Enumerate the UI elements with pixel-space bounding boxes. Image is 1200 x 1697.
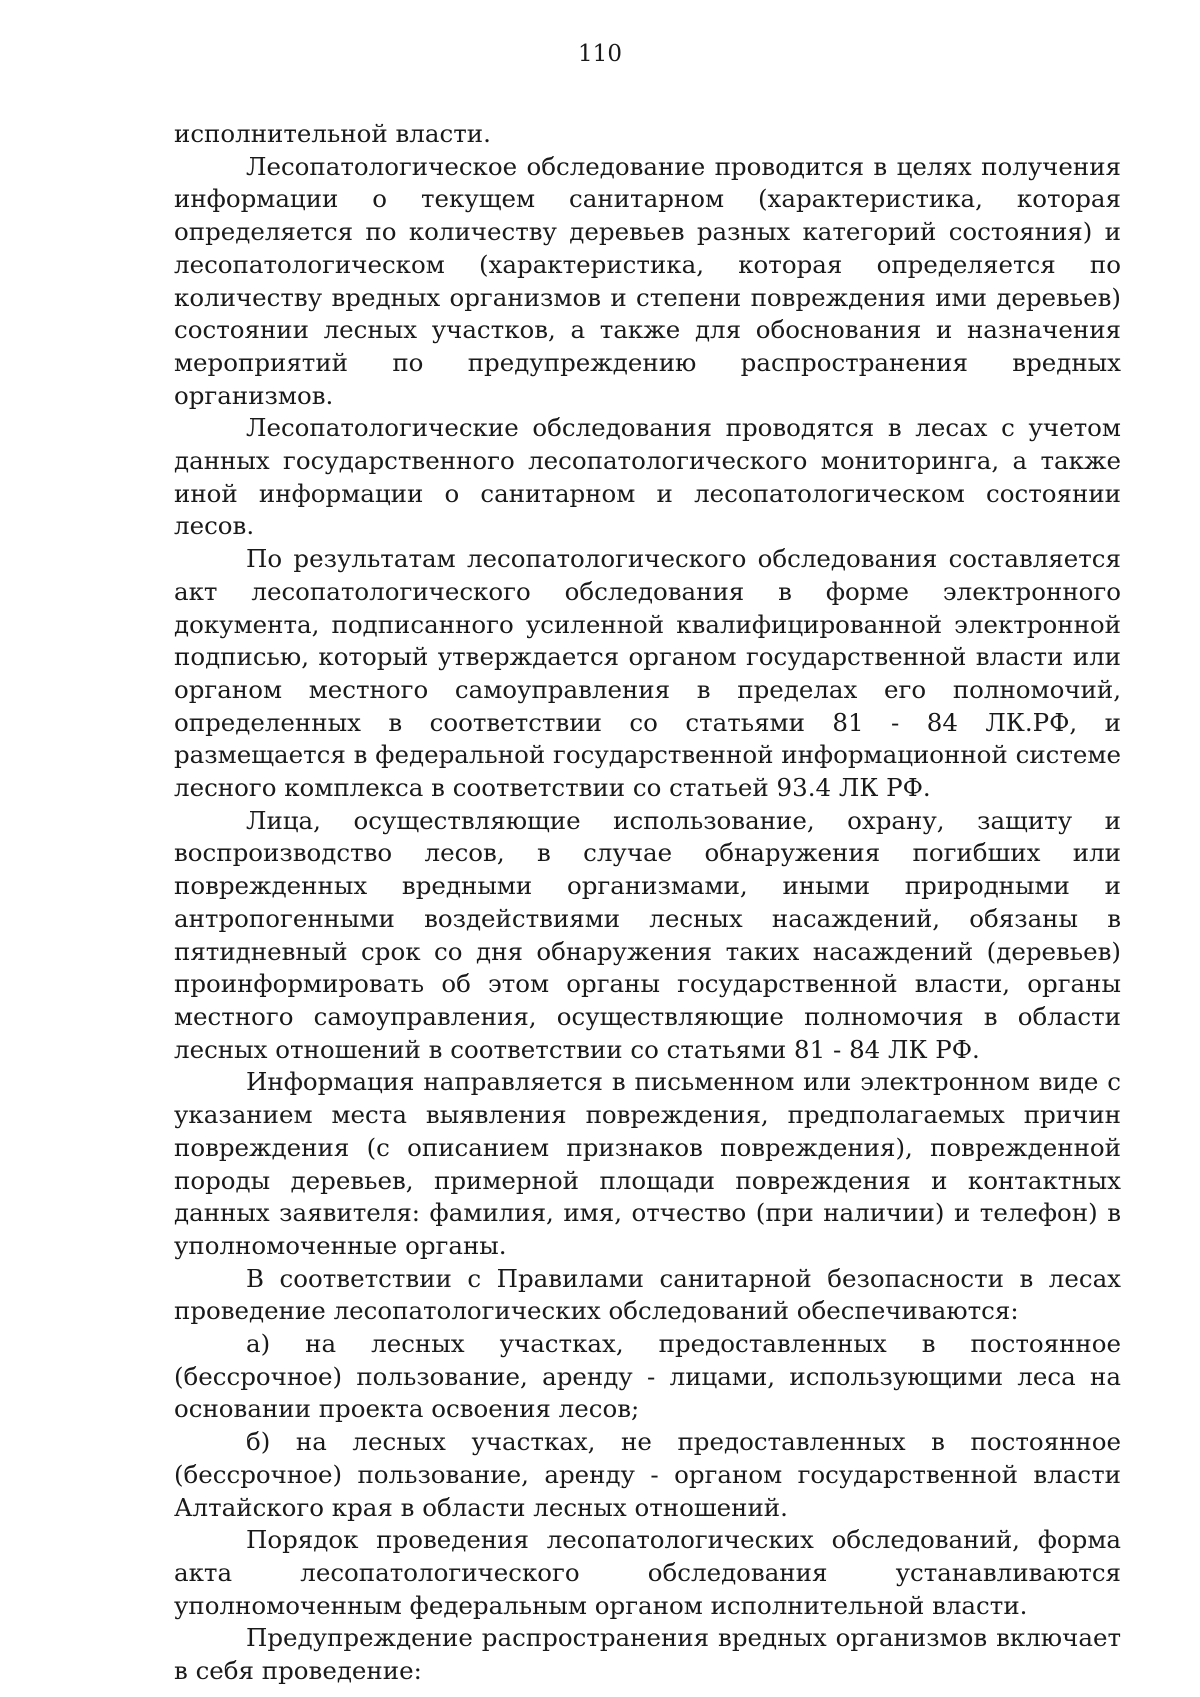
page-number: 110 xyxy=(578,41,622,67)
document-body xyxy=(174,118,1121,1688)
paragraph-prevention: Предупреждение распространения вредных организмов включает в себя проведение: xyxy=(174,1623,1121,1686)
paragraph-survey-purpose: Лесопатологическое обследование проводится в целях получения информации о текущем санитарном (характеристика, которая определяется по количеству деревьев разных категорий состояния) и лесопатологическом (характеристика, которая определяется по количеству вредных организмов и степени повреждения ими деревьев) состоянии лесных участков, а также для обоснования и назначения мероприятий по предупреждению распространения вредных организмов. xyxy=(174,151,1121,410)
paragraph-survey-data: Лесопатологические обследования проводятся в лесах с учетом данных государственного лесопатологического мониторинга, а также иной информации о санитарном и лесопатологическом состоянии лесов. xyxy=(174,413,1121,541)
paragraph-sanitary-rules: В соответствии с Правилами санитарной безопасности в лесах проведение лесопатологических обследований обеспечиваются: xyxy=(174,1263,1121,1326)
paragraph-item-b: б) на лесных участках, не предоставленных в постоянное (бессрочное) пользование, аренду - органом государственной власти Алтайского края в области лесных отношений. xyxy=(174,1427,1121,1522)
paragraph-persons-obligations: Лица, осуществляющие использование, охрану, защиту и воспроизводство лесов, в случае обнаружения погибших или поврежденных вредными организмами, иными природными и антропогенными воздействиями лесных насаждений, обязаны в пятидневный срок со дня обнаружения таких насаждений (деревьев) проинформировать об этом органы государственной власти, органы местного самоуправления, осуществляющие полномочия в области лесных отношений в соответствии со статьями 81 - 84 ЛК РФ. xyxy=(174,805,1121,1064)
paragraph-information-form: Информация направляется в письменном или электронном виде с указанием места выявления повреждения, предполагаемых причин повреждения (с описанием признаков повреждения), поврежденной породы деревьев, примерной площади повреждения и контактных данных заявителя: фамилия, имя, отчество (при наличии) и телефон) в уполномоченные органы. xyxy=(174,1067,1121,1260)
paragraph-procedure: Порядок проведения лесопатологических обследований, форма акта лесопатологического обследования устанавливаются уполномоченным федеральным органом исполнительной власти. xyxy=(174,1525,1121,1620)
paragraph-item-a: а) на лесных участках, предоставленных в постоянное (бессрочное) пользование, аренду - лицами, использующими леса на основании проекта освоения лесов; xyxy=(174,1329,1121,1424)
paragraph-continuation: исполнительной власти. xyxy=(174,119,491,148)
paragraph-survey-act: По результатам лесопатологического обследования составляется акт лесопатологического обследования в форме электронного документа, подписанного усиленной квалифицированной электронной подписью, который утверждается органом государственной власти или органом местного самоуправления в пределах его полномочий, определенных в соответствии со статьями 81 - 84 ЛК.РФ, и размещается в федеральной государственной информационной системе лесного комплекса в соответствии со статьей 93.4 ЛК РФ. xyxy=(174,544,1121,803)
